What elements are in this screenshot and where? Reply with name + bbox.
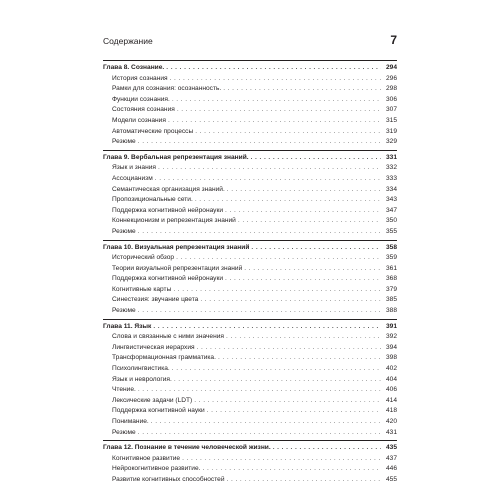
toc-entry[interactable] (103, 396, 397, 407)
entry-title: Чтение. (112, 386, 136, 394)
entry-page: 307 (385, 106, 397, 114)
dot-leader (251, 153, 381, 164)
entry-title: Развитие когнитивных способностей (112, 475, 225, 483)
entry-page: 392 (385, 333, 397, 341)
entry-page: 446 (385, 465, 397, 473)
dot-leader (226, 332, 381, 343)
entry-title: Когнитивные карты (112, 285, 172, 293)
entry-page: 315 (385, 116, 397, 124)
toc-entry[interactable] (103, 163, 397, 174)
entry-title: Пропозициональные сети. (112, 196, 193, 204)
dot-leader (176, 253, 381, 264)
dot-leader (227, 475, 381, 486)
entry-title: Автоматические процессы (112, 127, 194, 135)
dot-leader (138, 227, 381, 238)
entry-page: 455 (385, 475, 397, 483)
toc-entry[interactable] (103, 417, 397, 428)
entry-title: Синестезия: звучание цвета (112, 296, 199, 304)
entry-title: Язык и знания (112, 164, 156, 172)
entry-page: 420 (385, 418, 397, 425)
entry-page: 333 (385, 174, 397, 182)
dot-leader (172, 364, 381, 375)
entry-page: 406 (385, 386, 397, 394)
dot-leader (173, 285, 381, 296)
toc-entry[interactable] (103, 137, 397, 148)
dot-leader (138, 306, 381, 317)
entry-page: 437 (385, 454, 397, 462)
entry-page: 355 (385, 227, 397, 235)
toc-entry[interactable] (103, 406, 397, 417)
dot-leader (194, 396, 381, 407)
entry-page: 298 (385, 85, 397, 93)
toc-entry[interactable] (103, 174, 397, 185)
entry-page: 347 (385, 206, 397, 214)
chapter-section (103, 240, 397, 317)
toc-entry[interactable] (103, 306, 397, 317)
dot-leader (138, 428, 381, 439)
chapter-heading[interactable] (103, 322, 397, 333)
toc-entry[interactable] (103, 343, 397, 354)
dot-leader (244, 264, 381, 275)
entry-page: 388 (385, 307, 397, 315)
toc-entry[interactable] (103, 216, 397, 227)
toc-entry[interactable] (103, 84, 397, 95)
entry-title: Трансформационная грамматика. (112, 354, 216, 362)
entry-page: 404 (385, 375, 397, 383)
entry-page: 334 (385, 185, 397, 193)
entry-title: Слова и связанные с ними значения (112, 333, 224, 341)
dot-leader (172, 95, 381, 106)
toc-entry[interactable] (103, 428, 397, 439)
chapter-title: Глава 12. Познание в течение человеческой жизни. (103, 444, 271, 452)
entry-title: Психолингвистика. (112, 365, 170, 373)
toc-entry[interactable] (103, 274, 397, 285)
toc-entry[interactable] (103, 385, 397, 396)
entry-title: Язык и неврология. (112, 375, 172, 383)
entry-title: Коннекционизм и репрезентация знаний (112, 217, 236, 225)
dot-leader (207, 406, 381, 417)
dot-leader (177, 105, 381, 116)
chapter-heading[interactable] (103, 153, 397, 164)
entry-title: Резюме (112, 227, 136, 235)
dot-leader (195, 127, 381, 138)
toc-entry[interactable] (103, 285, 397, 296)
dot-leader (155, 174, 381, 185)
toc-entry[interactable] (103, 253, 397, 264)
chapter-page: 331 (385, 153, 397, 161)
dot-leader (238, 216, 381, 227)
toc-entry[interactable] (103, 116, 397, 127)
toc-entry[interactable] (103, 375, 397, 386)
page-header (103, 34, 397, 50)
entry-page: 332 (385, 164, 397, 172)
entry-page: 379 (385, 285, 397, 293)
dot-leader (138, 137, 381, 148)
dot-leader (158, 163, 381, 174)
chapter-heading[interactable] (103, 443, 397, 454)
chapter-page: 435 (385, 444, 397, 452)
toc-entry[interactable] (103, 364, 397, 375)
dot-leader (223, 84, 381, 95)
toc-entry[interactable] (103, 206, 397, 217)
dot-leader (218, 353, 381, 364)
entry-title: Семантическая организация знаний. (112, 185, 225, 193)
dot-leader (273, 443, 381, 454)
entry-page: 329 (385, 138, 397, 146)
entry-title: Поддержка когнитивной нейронауки (112, 275, 224, 283)
dot-leader (200, 295, 381, 306)
entry-title: Модели сознания (112, 116, 166, 124)
chapter-section (103, 60, 397, 148)
entry-title: Исторический обзор (112, 254, 175, 262)
dot-leader (225, 206, 381, 217)
entry-page: 361 (385, 264, 397, 272)
chapter-section (103, 319, 397, 439)
dot-leader (166, 63, 381, 74)
entry-title: Резюме (112, 307, 136, 315)
entry-page: 414 (385, 396, 397, 404)
entry-page: 296 (385, 74, 397, 82)
entry-title: Когнитивное развитие (112, 454, 181, 462)
dot-leader (251, 243, 381, 254)
entry-page: 385 (385, 296, 397, 304)
page-number: 7 (390, 33, 397, 47)
chapter-page: 391 (385, 322, 397, 330)
entry-page: 368 (385, 275, 397, 283)
dot-leader (225, 274, 381, 285)
toc-entry[interactable] (103, 454, 397, 465)
entry-title: Поддержка когнитивной науки (112, 407, 205, 415)
chapter-page: 294 (385, 64, 397, 71)
dot-leader (153, 322, 381, 333)
entry-title: Лингвистическая иерархия (112, 343, 195, 351)
dot-leader (174, 375, 381, 386)
entry-title: Резюме (112, 138, 136, 146)
chapter-section (103, 150, 397, 238)
entry-title: Рамки для сознания: осознанность. (112, 85, 222, 93)
toc-entry[interactable] (103, 185, 397, 196)
dot-leader (197, 343, 381, 354)
dot-leader (203, 464, 382, 475)
dot-leader (138, 385, 381, 396)
toc-entry[interactable] (103, 74, 397, 85)
toc-entry[interactable] (103, 105, 397, 116)
entry-title: Теории визуальной репрезентации знаний (112, 264, 243, 272)
entry-title: Понимание. (112, 418, 149, 425)
toc-entry[interactable] (103, 264, 397, 275)
entry-page: 306 (385, 95, 397, 103)
dot-leader (227, 185, 381, 196)
entry-title: Функции сознания. (112, 95, 170, 103)
toc-entry[interactable] (103, 227, 397, 238)
running-title: Содержание (103, 36, 153, 46)
entry-title: История сознания (112, 74, 168, 82)
dot-leader (168, 116, 381, 127)
entry-page: 359 (385, 254, 397, 262)
toc-entry[interactable] (103, 464, 397, 475)
toc-entry[interactable] (103, 295, 397, 306)
entry-page: 402 (385, 365, 397, 373)
toc-entry[interactable] (103, 195, 397, 206)
toc-entry[interactable] (103, 332, 397, 343)
entry-title: Состояния сознания (112, 106, 175, 114)
entry-title: Ассоцианизм (112, 174, 153, 182)
table-of-contents (103, 60, 397, 486)
entry-page: 398 (385, 354, 397, 362)
chapter-title: Глава 10. Визуальная репрезентация знаний (103, 243, 250, 251)
toc-entry[interactable] (103, 127, 397, 138)
entry-title: Лексические задачи (LDT) (112, 396, 193, 404)
entry-title: Резюме (112, 428, 136, 436)
entry-page: 418 (385, 407, 397, 415)
chapter-page: 358 (385, 243, 397, 251)
chapter-heading[interactable] (103, 63, 397, 74)
toc-entry[interactable] (103, 475, 397, 486)
chapter-title: Глава 9. Вербальная репрезентация знаний. (103, 153, 249, 161)
chapter-section (103, 440, 397, 485)
entry-title: Нейрокогнитивное развитие. (112, 465, 201, 473)
entry-page: 319 (385, 127, 397, 135)
chapter-title: Глава 8. Сознание. (103, 64, 165, 71)
chapter-heading[interactable] (103, 243, 397, 254)
entry-page: 350 (385, 217, 397, 225)
toc-entry[interactable] (103, 95, 397, 106)
entry-title: Поддержка когнитивной нейронауки (112, 206, 224, 214)
dot-leader (151, 417, 381, 428)
entry-page: 431 (385, 428, 397, 436)
entry-page: 343 (385, 196, 397, 204)
chapter-title: Глава 11. Язык (103, 322, 152, 330)
toc-entry[interactable] (103, 353, 397, 364)
dot-leader (182, 454, 381, 465)
dot-leader (195, 195, 381, 206)
dot-leader (170, 74, 381, 85)
entry-page: 394 (385, 343, 397, 351)
